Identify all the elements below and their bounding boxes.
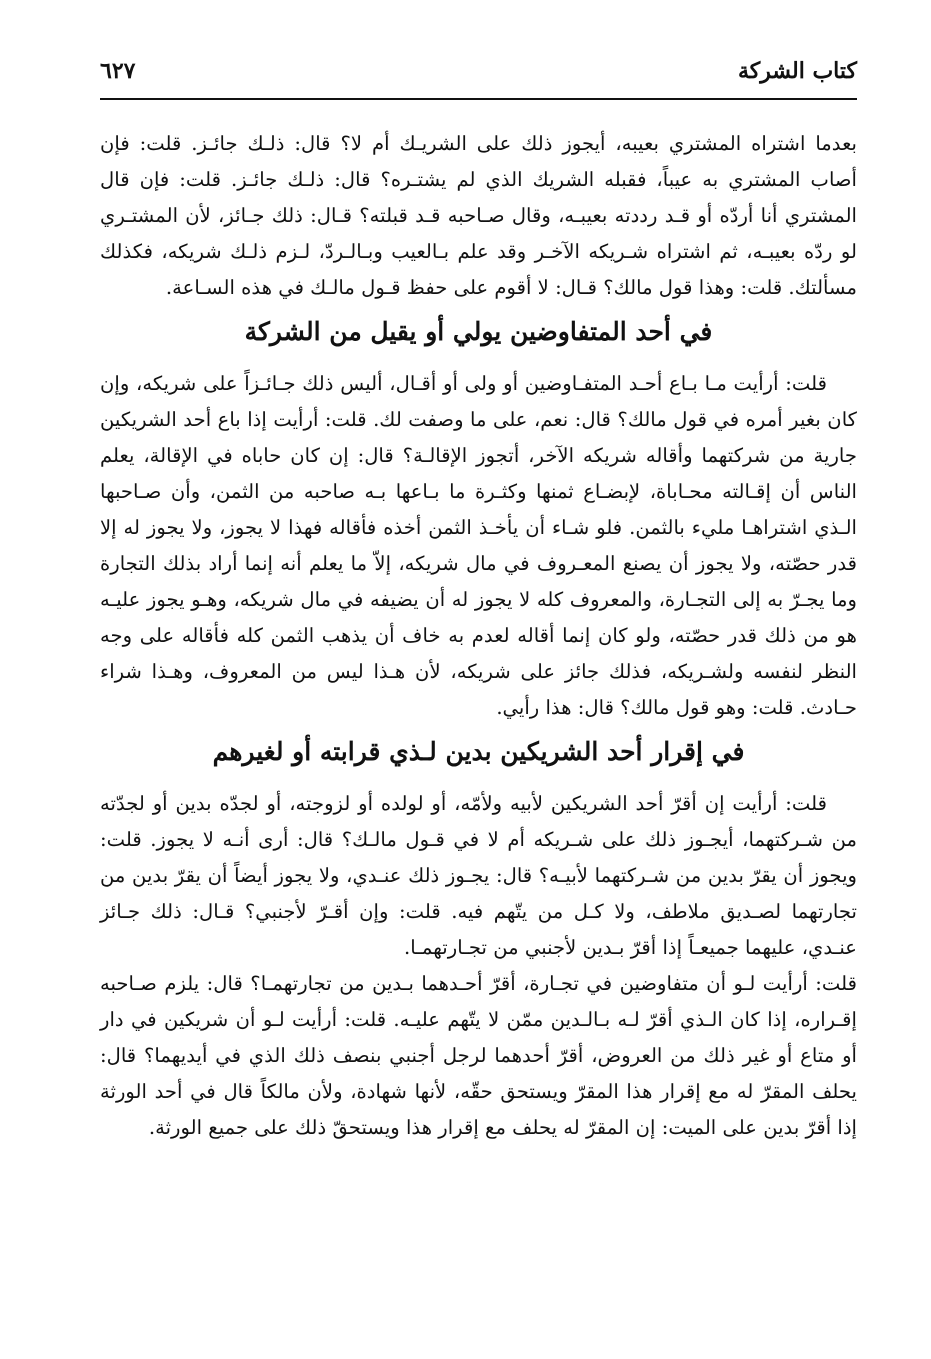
section-heading-partner-resale: في أحد المتفاوضين يولي أو يقيل من الشركة <box>244 317 713 346</box>
running-header <box>100 58 857 88</box>
paragraph-partner-confession-1: قلت: أرأيت إن أقرّ أحد الشريكين لأبيه ولأمّه، أو لولده أو لزوجته، أو لجدّه بدين أو لجدّته من شـركتهما، أيجـوز ذلك على شـريكه أم لا في قـول مالـك؟ قال: أرى أنـه لا يجوز. قلت: ويجوز أن يقرّ بدين من شـركتهما لأبيـه؟ قال: يجـوز ذلك عنـدي، ولا يجوز أيضاً أن يقرّ بدين من تجارتهما لصـديق ملاطف، ولا كـل من يتّهم فيه. قلت: وإن أقـرّ لأجنبي؟ قـال: ذلك جـائز عنـدي، عليهما جميعـاً إذا أقرّ بـدين لأجنبي من تجـارتهمـا. <box>100 792 857 959</box>
page-number: ٦٢٧ <box>100 58 136 84</box>
paragraph-partner-resale: قلت: أرأيت مـا بـاع أحـد المتفـاوضين أو ولى أو أقـال، أليس ذلك جـائـزاً على شريكه، وإن كان بغير أمره في قول مالك؟ قال: نعم، على ما وصفت لك. قلت: أرأيت إذا باع أحد الشريكين جارية من شركتهما وأقاله شريكه الآخر، أتجوز الإقالـة؟ قال: إن كان حاباه في الإقالة، يعلم الناس أن إقـالته محـاباة، لإبضـاع ثمنها وكثـرة ما بـاعها بـه صاحبه من الثمن، وأن صـاحبها الـذي اشتراهـا مليء بالثمن. فلو شـاء أن يأخـذ الثمن أخذه فأقاله فهذا لا يجوز، ولا يجوز له إلا قدر حصّته، ولا يجوز أن يصنع المعـروف في مال شريكه، إلاّ ما يعلم أنه إنما أراد بذلك التجارة وما يجـرّ به إلى التجـارة، والمعروف كله لا يجوز له أن يضيفه في مال شريكه، وهـو يجوز عليـه هو من ذلك قدر حصّته، ولو كان إنما أقاله لعدم به خاف أن يذهب الثمن كله فأقاله على وجه النظر لنفسه ولشـريكه، فذلك جائز على شريكه، لأن هـذا ليس من المعروف، وهـذا شراء حـادث. قلت: وهو قول مالك؟ قال: هذا رأيي. <box>100 372 857 719</box>
paragraph-continuation: بعدما اشتراه المشتري بعيبه، أيجوز ذلك على الشريـك أم لا؟ قال: ذلـك جائـز. قلت: فإن أصاب المشتري به عيباً، فقبله الشريك الذي لم يشتـره؟ قال: ذلـك جائـز. قلت: فإن قال المشتري أنا أردّه أو قـد رددته بعيبـه، وقال صـاحبه قـد قبلته؟ قـال: ذلك جـائز، لأن المشتـري لو ردّه بعيبـه، ثم اشتراه شـريكه الآخـر وقد علم بـالعيب وبـالـردّ، لـزم ذلـك شريكه، فكذلك مسألتك. قلت: وهذا قول مالك؟ قـال: لا أقوم على حفظ قـول مالـك في هذه السـاعة. <box>100 132 857 299</box>
running-header-title: كتاب الشركة <box>737 58 857 84</box>
section-heading-partner-confession: في إقرار أحد الشريكين بدين لـذي قرابته أو لغيرهم <box>212 737 745 766</box>
header-rule <box>100 98 857 100</box>
paragraph-partner-confession-2: قلت: أرأيت لـو أن متفاوضين في تجـارة، أقرّ أحـدهما بـدين من تجارتهمـا؟ قال: يلزم صـاحبه إقـراره، إذا كان الـذي أقرّ لـه بـالـدين ممّن لا يتّهم عليـه. قلت: أرأيت لـو أن شريكين في دار أو متاع أو غير ذلك من العروض، أقرّ أحدهما لرجل أجنبي بنصف ذلك الذي في أيديهما؟ قال: يحلف المقرّ له مع إقرار هذا المقرّ ويستحق حقّه، لأنها شهادة، ولأن مالكاً قال في أحد الورثة إذا أقرّ بدين على الميت: إن المقرّ له يحلف مع إقرار هذا ويستحقّ ذلك على جميع الورثة. <box>100 972 857 1139</box>
